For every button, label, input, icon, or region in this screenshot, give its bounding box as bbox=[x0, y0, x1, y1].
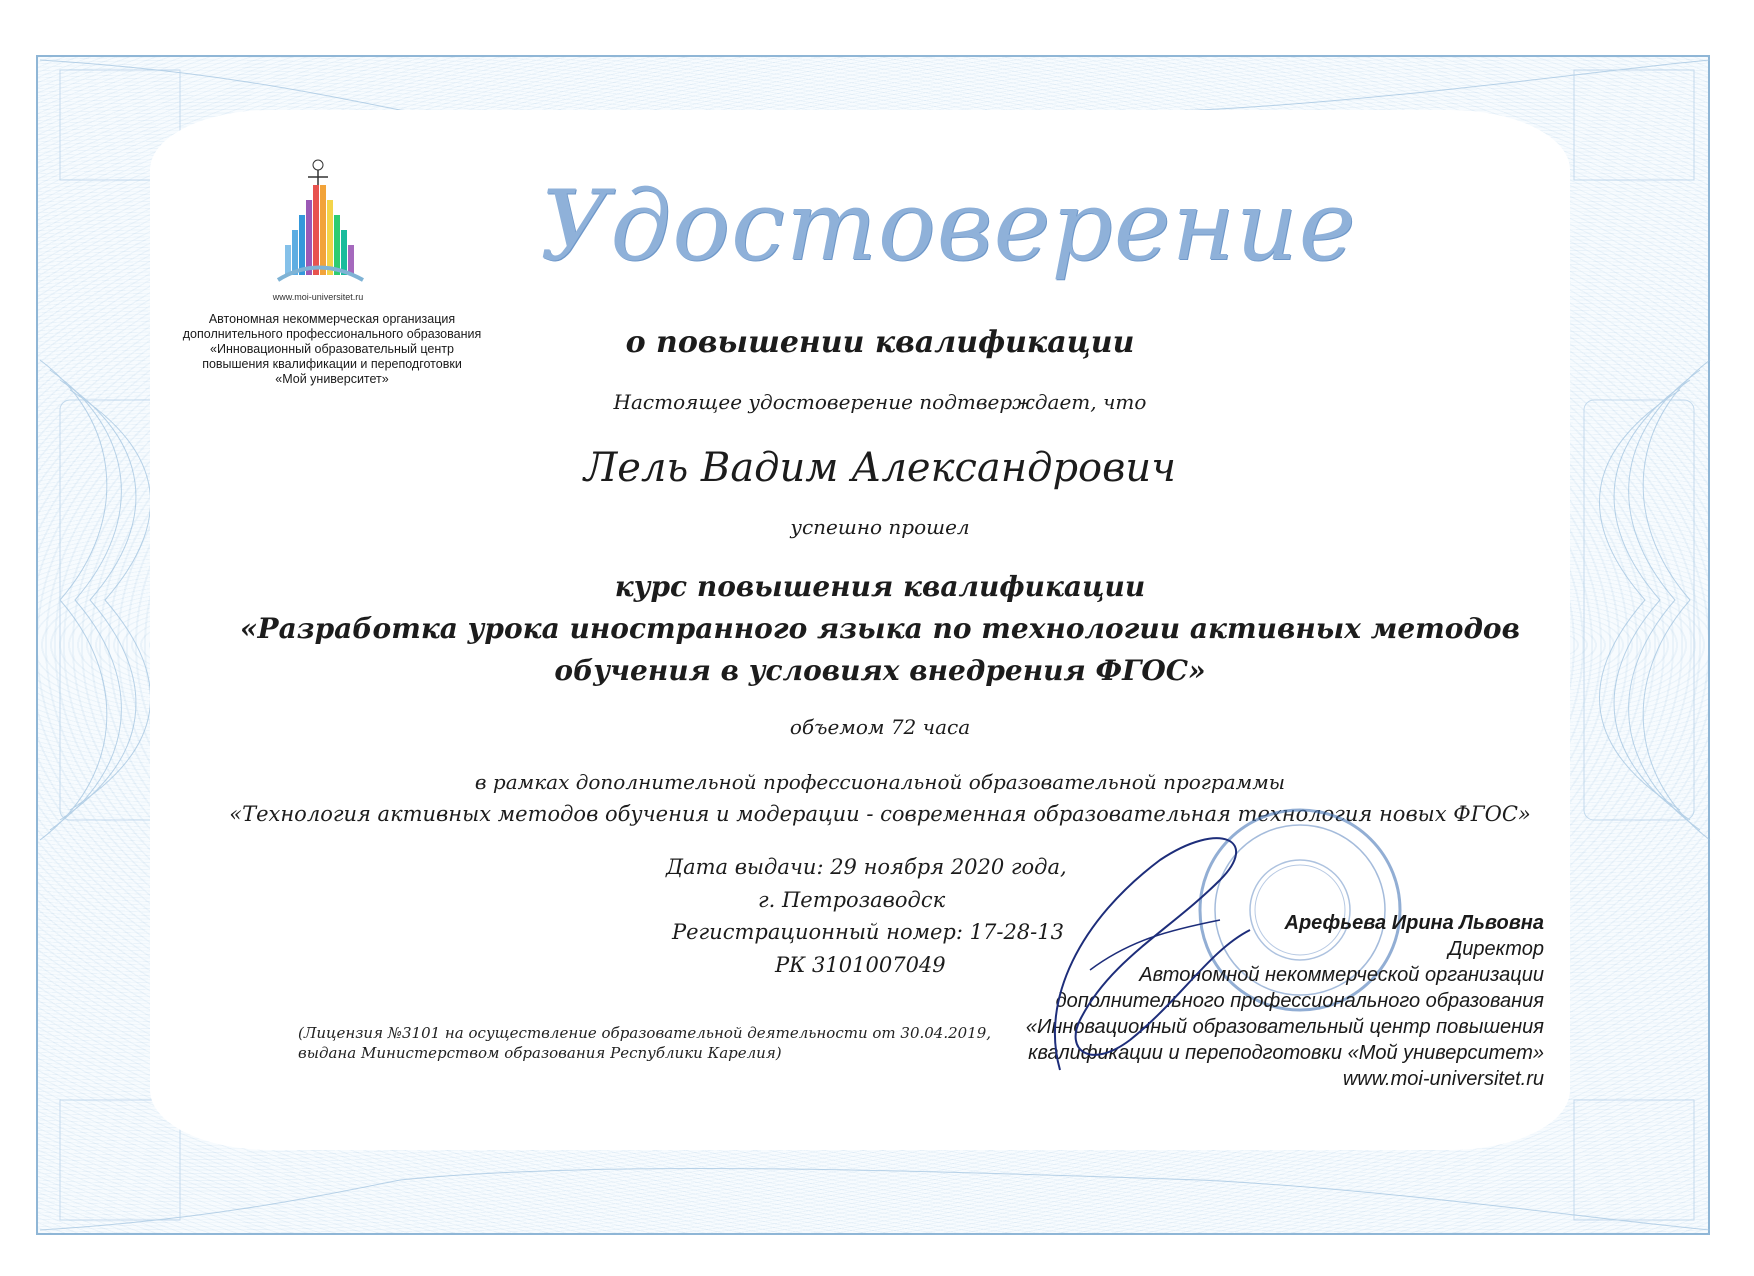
course-volume: объемом 72 часа bbox=[789, 715, 971, 739]
org-line: «Мой университет» bbox=[275, 372, 389, 386]
confirm-text: Настоящее удостоверение подтверждает, что bbox=[613, 390, 1147, 414]
license-line: (Лицензия №3101 на осуществление образовательной деятельности от 30.04.2019, bbox=[298, 1024, 992, 1042]
org-line: дополнительного профессионального образования bbox=[182, 327, 482, 341]
signer-org-line: Автономной некоммерческой организации bbox=[1139, 964, 1544, 986]
certificate-subtitle: о повышении квалификации bbox=[625, 325, 1135, 360]
license-note bbox=[298, 1023, 991, 1063]
signer-org-line: квалификации и переподготовки «Мой университет» bbox=[1028, 1042, 1544, 1064]
org-line: «Инновационный образовательный центр bbox=[210, 342, 454, 356]
signer-org-line: дополнительного профессионального образования bbox=[1055, 990, 1544, 1012]
course-name-line2: обучения в условиях внедрения ФГОС» bbox=[554, 654, 1206, 687]
org-line: Автономная некоммерческая организация bbox=[208, 312, 456, 326]
person-name: Лель Вадим Александрович bbox=[583, 445, 1177, 491]
signer-name: Арефьева Ирина Львовна bbox=[1284, 912, 1544, 934]
course-label: курс повышения квалификации bbox=[614, 570, 1146, 603]
registration-number: Регистрационный номер: 17-28-13 bbox=[672, 920, 1064, 944]
org-line: повышения квалификации и переподготовки bbox=[202, 357, 462, 371]
issue-city: г. Петрозаводск bbox=[758, 888, 946, 912]
issue-date: Дата выдачи: 29 ноября 2020 года, bbox=[666, 855, 1067, 879]
logo-url: www.moi-universitet.ru bbox=[272, 292, 364, 302]
university-logo bbox=[268, 155, 398, 305]
handwritten-signature bbox=[1020, 820, 1280, 1090]
program-name: «Технология активных методов обучения и модерации - современная образовательная технология новых ФГОС» bbox=[229, 802, 1531, 826]
program-intro: в рамках дополнительной профессиональной образовательной программы bbox=[474, 770, 1286, 794]
license-line: выдана Министерством образования Республики Карелия) bbox=[298, 1044, 782, 1062]
certificate-title: Удостоверение bbox=[540, 170, 1357, 282]
rk-number: РК 3101007049 bbox=[775, 953, 946, 977]
signer-org-line: «Инновационный образовательный центр повышения bbox=[1025, 1016, 1544, 1038]
course-name-line1: «Разработка урока иностранного языка по технологии активных методов bbox=[240, 612, 1520, 645]
signer-website: www.moi-universitet.ru bbox=[1342, 1068, 1544, 1090]
passed-text: успешно прошел bbox=[790, 515, 970, 539]
signer-position: Директор bbox=[1448, 938, 1544, 960]
